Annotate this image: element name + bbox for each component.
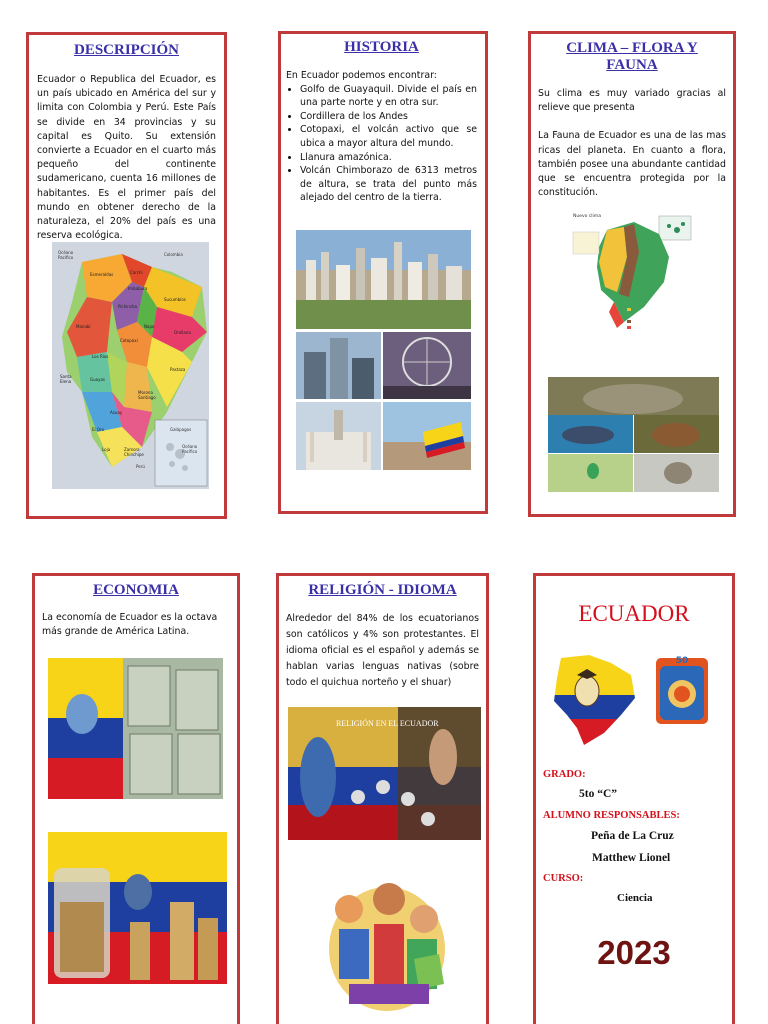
- flag-city-photo: [383, 402, 471, 470]
- map-label-el-oro: El Oro: [92, 427, 105, 432]
- map-label-manabi: Manabí: [76, 324, 91, 329]
- economia-text: La economía de Ecuador es la octava más grande de América Latina.: [42, 612, 218, 638]
- alumnos-label: ALUMNO RESPONSABLES:: [543, 810, 680, 821]
- historia-item: • Volcán Chimborazo de 6313 metros de altura, se trata del punto más alejado del centro de la tierra.: [300, 164, 477, 205]
- map-label-orellana: Orellana: [174, 330, 191, 335]
- map-label-los-rios: Los Ríos: [92, 354, 109, 359]
- alumno-1: Peña de La Cruz: [591, 830, 674, 842]
- portada-title: ECUADOR: [578, 601, 690, 626]
- map-label-morona: Morona Santiago: [138, 390, 156, 400]
- curso-label: CURSO:: [543, 873, 584, 884]
- map-label-santa-elena: Santa Elena: [60, 374, 72, 384]
- year: 2023: [597, 934, 671, 971]
- badge-number: 50: [675, 656, 689, 666]
- map-label-esmeraldas: Esmeraldas: [90, 272, 114, 277]
- ferris-wheel-photo: [383, 332, 471, 399]
- map-label-carchi: Carchi: [130, 270, 143, 275]
- map-label-azuay: Azuay: [110, 410, 123, 415]
- historia-title: HISTORIA: [344, 39, 419, 55]
- map-label-cotopaxi: Cotopaxi: [120, 338, 138, 343]
- map-label-imbabura: Imbabura: [128, 286, 148, 291]
- map-label-oceano: Océano Pacífico: [58, 250, 74, 260]
- panel-clima: [528, 31, 736, 517]
- monument-photo: [296, 402, 381, 470]
- religion-image: [288, 707, 481, 840]
- map-label-zamora: Zamora Chinchipe: [124, 447, 144, 457]
- descripcion-title: DESCRIPCIÓN: [73, 42, 179, 58]
- historia-item: • Cotopaxi, el volcán activo que se ubica a mayor altura del mundo.: [300, 123, 477, 150]
- ecuador-provinces-map: [52, 242, 209, 489]
- historia-list: [286, 83, 477, 205]
- grado-label: GRADO:: [543, 769, 586, 780]
- map-label-colombia: Colombia: [164, 252, 183, 257]
- cultures-illustration: [319, 869, 454, 1014]
- panel-economia: [32, 573, 240, 1024]
- map-label-napo: Napo: [144, 324, 155, 329]
- fauna-collage: [548, 377, 719, 492]
- coins-flag-photo: [48, 832, 227, 984]
- descripcion-text: Ecuador o Republica del Ecuador, es un país ubicado en América del sur y limita con Colombia y Perú. Este País se divide en 34 provincias y su capital es Quito. Su extensión convierte a Ecuador en el cuarto más pequeño del continente sudamericano, cuenta 16 millones de habitantes. Es el primer país del mundo en obtener derecho de la naturaleza, el 20% del país es una reserva ecológica.: [37, 74, 216, 242]
- religion-image-caption: RELIGIÓN EN EL ECUADOR: [336, 719, 439, 728]
- historia-item: • Cordillera de los Andes: [300, 110, 477, 124]
- historia-item: • Llanura amazónica.: [300, 151, 477, 165]
- historia-intro: En Ecuador podemos encontrar:: [286, 70, 437, 81]
- map-label-pichincha: Pichincha: [118, 304, 138, 309]
- map-label-sucumbios: Sucumbíos: [164, 297, 186, 302]
- map-label-loja: Loja: [102, 447, 111, 452]
- flag-money-photo: [48, 658, 223, 799]
- climate-map-title: Nuevo clima: [573, 214, 601, 219]
- buildings-photo: [296, 332, 381, 399]
- clima-title: CLIMA – FLORA Y FAUNA: [566, 40, 698, 73]
- religion-text: Alrededor del 84% de los ecuatorianos son católicos y 4% son protestantes. El idioma oficial es el español y además se hablan varias lenguas nativas (sobre todo el quichua norteño y el shuar): [286, 613, 479, 688]
- map-label-galapagos: Galápagos: [170, 427, 192, 432]
- alumno-2: Matthew Lionel: [592, 852, 671, 864]
- religion-title: RELIGIÓN - IDIOMA: [308, 582, 457, 598]
- map-label-pastaza: Pastaza: [170, 367, 186, 372]
- panel-historia: [278, 31, 488, 514]
- climate-map: [569, 212, 696, 336]
- panel-religion: [276, 573, 489, 1024]
- economia-title: ECONOMIA: [93, 582, 179, 598]
- map-label-guayas: Guayas: [90, 377, 105, 382]
- city-skyline-photo: [296, 230, 471, 329]
- clima-text-1: Su clima es muy variado gracias al relieve que presenta: [538, 88, 726, 114]
- historia-item: • Golfo de Guayaquil. Divide el país en una parte norte y en otra sur.: [300, 83, 477, 110]
- clima-text-2: La Fauna de Ecuador es una de las mas ricas del planeta. En cuanto a flora, también posee una abundante cantidad que se encuentra protegida por la constitución.: [538, 130, 726, 199]
- ecuador-flag-map: [549, 653, 637, 748]
- school-badge: [654, 656, 710, 728]
- map-label-peru: Perú: [136, 464, 145, 469]
- panel-descripcion: [26, 32, 227, 519]
- map-label-oceano-2: Océano Pacífico: [182, 444, 198, 454]
- curso-value: Ciencia: [617, 892, 653, 904]
- panel-portada: [533, 573, 735, 1024]
- grado-value: 5to “C”: [579, 788, 618, 800]
